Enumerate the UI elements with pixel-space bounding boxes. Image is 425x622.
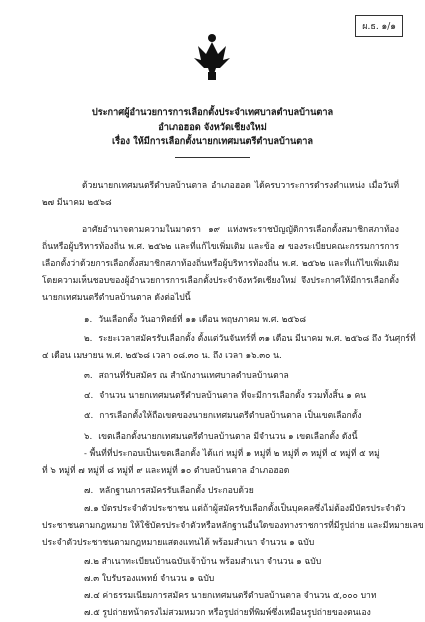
item-number: ๕. [84, 411, 94, 421]
item-text: ประจำตัวประชาชนตามกฎหมายแสดงแทนได้ พร้อมสำเนา จำนวน ๑ ฉบับ [42, 538, 315, 548]
item-7-1 [84, 501, 405, 518]
header-divider [175, 157, 250, 158]
item-2 [84, 331, 416, 348]
header-line-2: อำเภอฮอด จังหวัดเชียงใหม่ [158, 121, 267, 133]
item-7-5 [84, 605, 371, 622]
item-text: การเลือกตั้งให้ถือเขตของนายกเทศมนตรีตำบลบ้านตาล เป็นเขตเลือกตั้ง [99, 411, 362, 421]
intro-paragraph: ด้วยนายกเทศมนตรีตำบลบ้านตาล อำเภอฮอด ได้ครบวาระการดำรงตำแหน่ง เมื่อวันที่ ๒๗ มีนาคม ๒๕๖๘ [42, 181, 399, 208]
item-6-sub [84, 446, 380, 463]
item-7-1-cont-b [42, 535, 314, 552]
item-6-cont [42, 463, 289, 480]
header-line-1: ประกาศผู้อำนวยการการเลือกตั้งประจำเทศบาลตำบลบ้านตาล [91, 107, 334, 118]
item-text: ๗.๕ รูปถ่ายหน้าตรงไม่สวมหมวก หรือรูปถ่ายที่พิมพ์ซึ่งเหมือนรูปถ่ายของตนเอง [84, 608, 371, 618]
item-7-3 [84, 571, 214, 588]
item-1 [84, 312, 306, 329]
item-text: ที่ ๖ หมู่ที่ ๗ หมู่ที่ ๘ หมู่ที่ ๙ และหมู่ที่ ๑๐ ตำบลบ้านตาล อำเภอฮอด [42, 466, 290, 476]
item-5 [84, 408, 362, 425]
item-7 [84, 483, 254, 500]
form-code-box: ผ.ธ. ๑/๑ [355, 15, 403, 37]
garuda-emblem-icon [192, 30, 232, 82]
item-7-1-cont-a [42, 518, 424, 535]
item-text: ๔ เดือน เมษายน พ.ศ. ๒๕๖๘ เวลา ๐๘.๓๐ น. ถึง เวลา ๑๖.๓๐ น. [42, 351, 282, 361]
item-number: ๑. [84, 315, 93, 325]
document-header [20, 106, 405, 150]
item-text: ๗.๔ ค่าธรรมเนียมการสมัคร นายกเทศมนตรีตำบลบ้านตาล จำนวน ๕,๐๐๐ บาท [84, 591, 377, 601]
item-text: วันเลือกตั้ง วันอาทิตย์ที่ ๑๑ เดือน พฤษภาคม พ.ศ. ๒๕๖๘ [98, 315, 306, 325]
item-4 [84, 388, 366, 405]
item-number: ๖. [84, 432, 93, 442]
item-3 [84, 368, 289, 385]
item-7-4 [84, 588, 377, 605]
item-text: - พื้นที่ที่ประกอบเป็นเขตเลือกตั้ง ได้แก่ หมู่ที่ ๑ หมู่ที่ ๒ หมู่ที่ ๓ หมู่ที่ ๔ หมู่ที่ ๕ หมู่ [84, 449, 380, 459]
item-text: ๗.๓ ใบรับรองแพทย์ จำนวน ๑ ฉบับ [84, 574, 215, 584]
item-text: เขตเลือกตั้งนายกเทศมนตรีตำบลบ้านตาล มีจำนวน ๑ เขตเลือกตั้ง ดังนี้ [98, 432, 358, 442]
item-text: ระยะเวลาสมัครรับเลือกตั้ง ตั้งแต่วันจันทร์ที่ ๓๑ เดือน มีนาคม พ.ศ. ๒๕๖๘ ถึง วันศุกร์ที่ [98, 334, 416, 344]
item-text: ๗.๒ สำเนาทะเบียนบ้านฉบับเจ้าบ้าน พร้อมสำเนา จำนวน ๑ ฉบับ [84, 557, 322, 567]
item-number: ๒. [84, 334, 93, 344]
item-text: ประชาชนตามกฎหมาย ให้ใช้บัตรประจำตัวหรือหลักฐานอื่นใดของทางราชการที่มีรูปถ่าย และมีหมายเลข [42, 521, 424, 531]
item-2-cont [42, 348, 282, 365]
item-text: จำนวน นายกเทศมนตรีตำบลบ้านตาล ที่จะมีการเลือกตั้ง รวมทั้งสิ้น ๑ คน [99, 391, 367, 401]
legal-paragraph: อาศัยอำนาจตามความในมาตรา ๑๙ แห่งพระราชบัญญัติการเลือกตั้งสมาชิกสภาท้องถิ่นหรือผู้บริหารท้องถิ่น พ.ศ. ๒๕๖๒ และที่แก้ไขเพิ่มเติม และข้อ ๗ ของระเบียบคณะกรรมการการเลือกตั้งว่าด้วยการเลือกตั้งสมาชิกสภาท้องถิ่นหรือผู้บริหารท้องถิ่น พ.ศ. ๒๕๖๒ และที่แก้ไขเพิ่มเติม โดยความเห็นชอบของผู้อำนวยการการเลือกตั้งประจำจังหวัดเชียงใหม่ จึงประกาศให้มีการเลือกตั้งนายกเทศมนตรีตำบลบ้านตาล ดังต่อไปนี้ [42, 225, 399, 303]
item-text: สถานที่รับสมัคร ณ สำนักงานเทศบาลตำบลบ้านตาล [98, 371, 289, 381]
item-number: ๓. [84, 371, 93, 381]
item-text: ๗.๑ บัตรประจำตัวประชาชน แต่ถ้าผู้สมัครรับเลือกตั้งเป็นบุคคลซึ่งไม่ต้องมีบัตรประจำตัว [84, 504, 406, 514]
item-number: ๗. [84, 486, 94, 496]
item-7-2 [84, 554, 321, 571]
item-number: ๔. [84, 391, 94, 401]
item-6 [84, 429, 358, 446]
item-text: หลักฐานการสมัครรับเลือกตั้ง ประกอบด้วย [99, 486, 254, 496]
header-line-3: เรื่อง ให้มีการเลือกตั้งนายกเทศมนตรีตำบลบ้านตาล [111, 136, 314, 147]
